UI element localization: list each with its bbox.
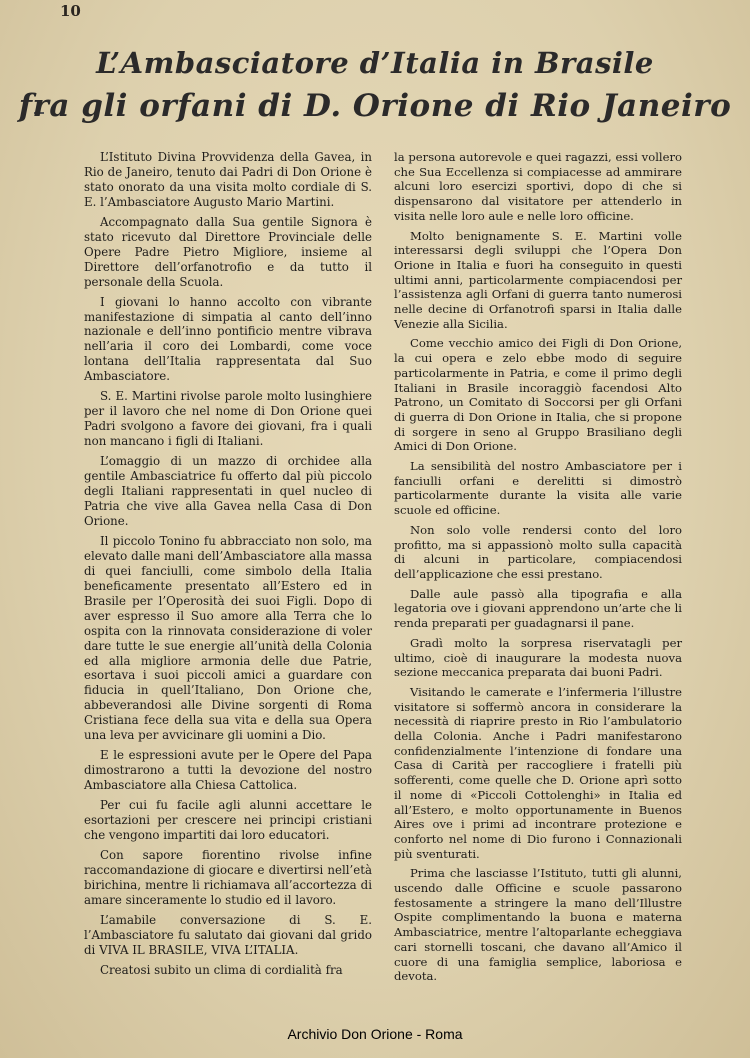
- page-number: 10: [60, 2, 81, 20]
- paragraph: L’omaggio di un mazzo di orchidee alla gentile Ambasciatrice fu offerto dal più piccolo degli Italiani rappresentati in quel nucleo di Patria che vive alla Gavea nella Casa di Don Orione.: [84, 454, 372, 528]
- left-column: [84, 150, 372, 983]
- paragraph: I giovani lo hanno accolto con vibrante manifestazione di simpatia al canto dell’inno nazionale e dell’inno pontificio mentre vibrava nell’aria il coro dei Lombardi, come voce lontana dell’Italia rappresentata dal Suo Ambasciatore.: [84, 294, 372, 384]
- paragraph: Accompagnato dalla Sua gentile Signora è stato ricevuto dal Direttore Provinciale delle Opere Padre Pietro Migliore, insieme al Direttore dell’orfanotrofio e da tutto il personale della Scuola.: [84, 214, 372, 289]
- article-title-line-2: fra gli orfani di D. Orione di Rio Janeiro: [18, 88, 732, 124]
- paragraph: S. E. Martini rivolse parole molto lusinghiere per il lavoro che nel nome di Don Orione quei Padri svolgono a favore dei giovani, fra i quali non mancano i figli di Italiani.: [84, 389, 372, 449]
- paragraph: Dalle aule passò alla tipografia e alla legatoria ove i giovani apprendono un’arte che li renda preparati per guadagnarsi il pane.: [394, 586, 682, 631]
- paragraph: Come vecchio amico dei Figli di Don Orione, la cui opera e zelo ebbe modo di seguire particolarmente in Patria, e come il primo degli Italiani in Brasile incoraggiò facendosi Alto Patrono, un Comitato di Soccorsi per gli Orfani di guerra di Don Orione in Italia, che si propone di sorgere in seno al Gruppo Brasiliano degli Amici di Don Orione.: [394, 336, 682, 454]
- paragraph: Creatosi subito un clima di cordialità fra: [100, 962, 343, 977]
- paragraph: la persona autorevole e quei ragazzi, essi vollero che Sua Eccellenza si compiacesse ad ammirare alcuni loro esercizi sportivi, dopo di che si dispensarono dal visitatore per attenderlo in visita nelle loro aule e nelle loro officine.: [394, 150, 682, 223]
- paragraph: E le espressioni avute per le Opere del Papa dimostrarono a tutti la devozione del nostro Ambasciatore alla Chiesa Cattolica.: [84, 748, 372, 793]
- paragraph: Il piccolo Tonino fu abbracciato non solo, ma elevato dalle mani dell’Ambasciatore alla massa di quei fanciulli, come simbolo della Italia beneficamente presentato all’Estero ed in Brasile per l’Operosità dei suoi Figli. Dopo di aver espresso il Suo amore alla Terra che lo ospita con la rinnovata considerazione di voler dare tutte le sue energie all’unità della Colonia ed alla migliore armonia delle due Patrie, esortava i suoi piccoli amici a guardare con fiducia in quell’Italiano, Don Orione che, abbeverandosi alle Divine sorgenti di Roma Cristiana fece della sua vita e della sua Opera una leva per avvicinare gli uomini a Dio.: [84, 533, 372, 743]
- paragraph: Visitando le camerate e l’infermeria l’illustre visitatore si soffermò ancora in considerare la necessità di riaprire presto in Rio l’ambulatorio della Colonia. Anche i Padri manifestarono confidenzialmente l’intenzione di fondare una Casa di Carità per raccogliere i fratelli più sofferenti, come quelle che D. Orione aprì sotto il nome di «Piccoli Cottolenghi» in Italia ed all’Estero, e molto opportunamente in Buenos Aires ove i primi ad incontrare protezione e conforto nel nome di Dio furono i Connazionali più sventurati.: [394, 684, 682, 861]
- paragraph: L’amabile conversazione di S. E. l’Ambasciatore fu salutato dai giovani dal grido di VIVA IL BRASILE, VIVA L’ITALIA.: [84, 912, 372, 957]
- paragraph: Molto benignamente S. E. Martini volle interessarsi degli sviluppi che l’Opera Don Orione in Italia e fuori ha conseguito in questi ultimi anni, particolarmente compiacendosi per l’assistenza agli Orfani di guerra tanto numerosi nelle decine di Orfanotrofi sparsi in Italia dalle Venezie alla Sicilia.: [394, 228, 682, 331]
- right-column: [394, 150, 682, 989]
- paragraph: Con sapore fiorentino rivolse infine raccomandazione di giocare e divertirsi nell’età birichina, mentre li richiamava all’accortezza di amare sinceramente lo studio ed il lavoro.: [84, 847, 372, 907]
- paragraph: La sensibilità del nostro Ambasciatore per i fanciulli orfani e derelitti si dimostrò particolarmente durante la visita alle varie scuole ed officine.: [394, 459, 682, 518]
- paragraph: Prima che lasciasse l’Istituto, tutti gli alunni, uscendo dalle Officine e scuole passarono festosamente a stringere la mano dell’Illustre Ospite complimentando la buona e materna Ambasciatrice, mentre l’altoparlante echeggiava cari stornelli toscani, che davano all’Amico il cuore di una famiglia semplice, laboriosa e devota.: [394, 866, 682, 984]
- article-title-line-1: L’Ambasciatore d’Italia in Brasile: [96, 46, 654, 80]
- paragraph: Gradì molto la sorpresa riservatagli per ultimo, cioè di inaugurare la modesta nuova sezione meccanica preparata dai buoni Padri.: [394, 635, 682, 680]
- archive-footer: Archivio Don Orione - Roma: [287, 1026, 463, 1042]
- paragraph: L’Istituto Divina Provvidenza della Gavea, in Rio de Janeiro, tenuto dai Padri di Don Orione è stato onorato da una visita molto cordiale di S. E. l’Ambasciatore Augusto Mario Martini.: [84, 150, 372, 209]
- paragraph: Per cui fu facile agli alunni accettare le esortazioni per crescere nei principi cristiani che vengono impartiti dai loro educatori.: [84, 798, 372, 842]
- paragraph: Non solo volle rendersi conto del loro profitto, ma si appassionò molto sulla capacità di alcuni in particolare, compiacendosi dell’applicazione che essi prestano.: [394, 522, 682, 581]
